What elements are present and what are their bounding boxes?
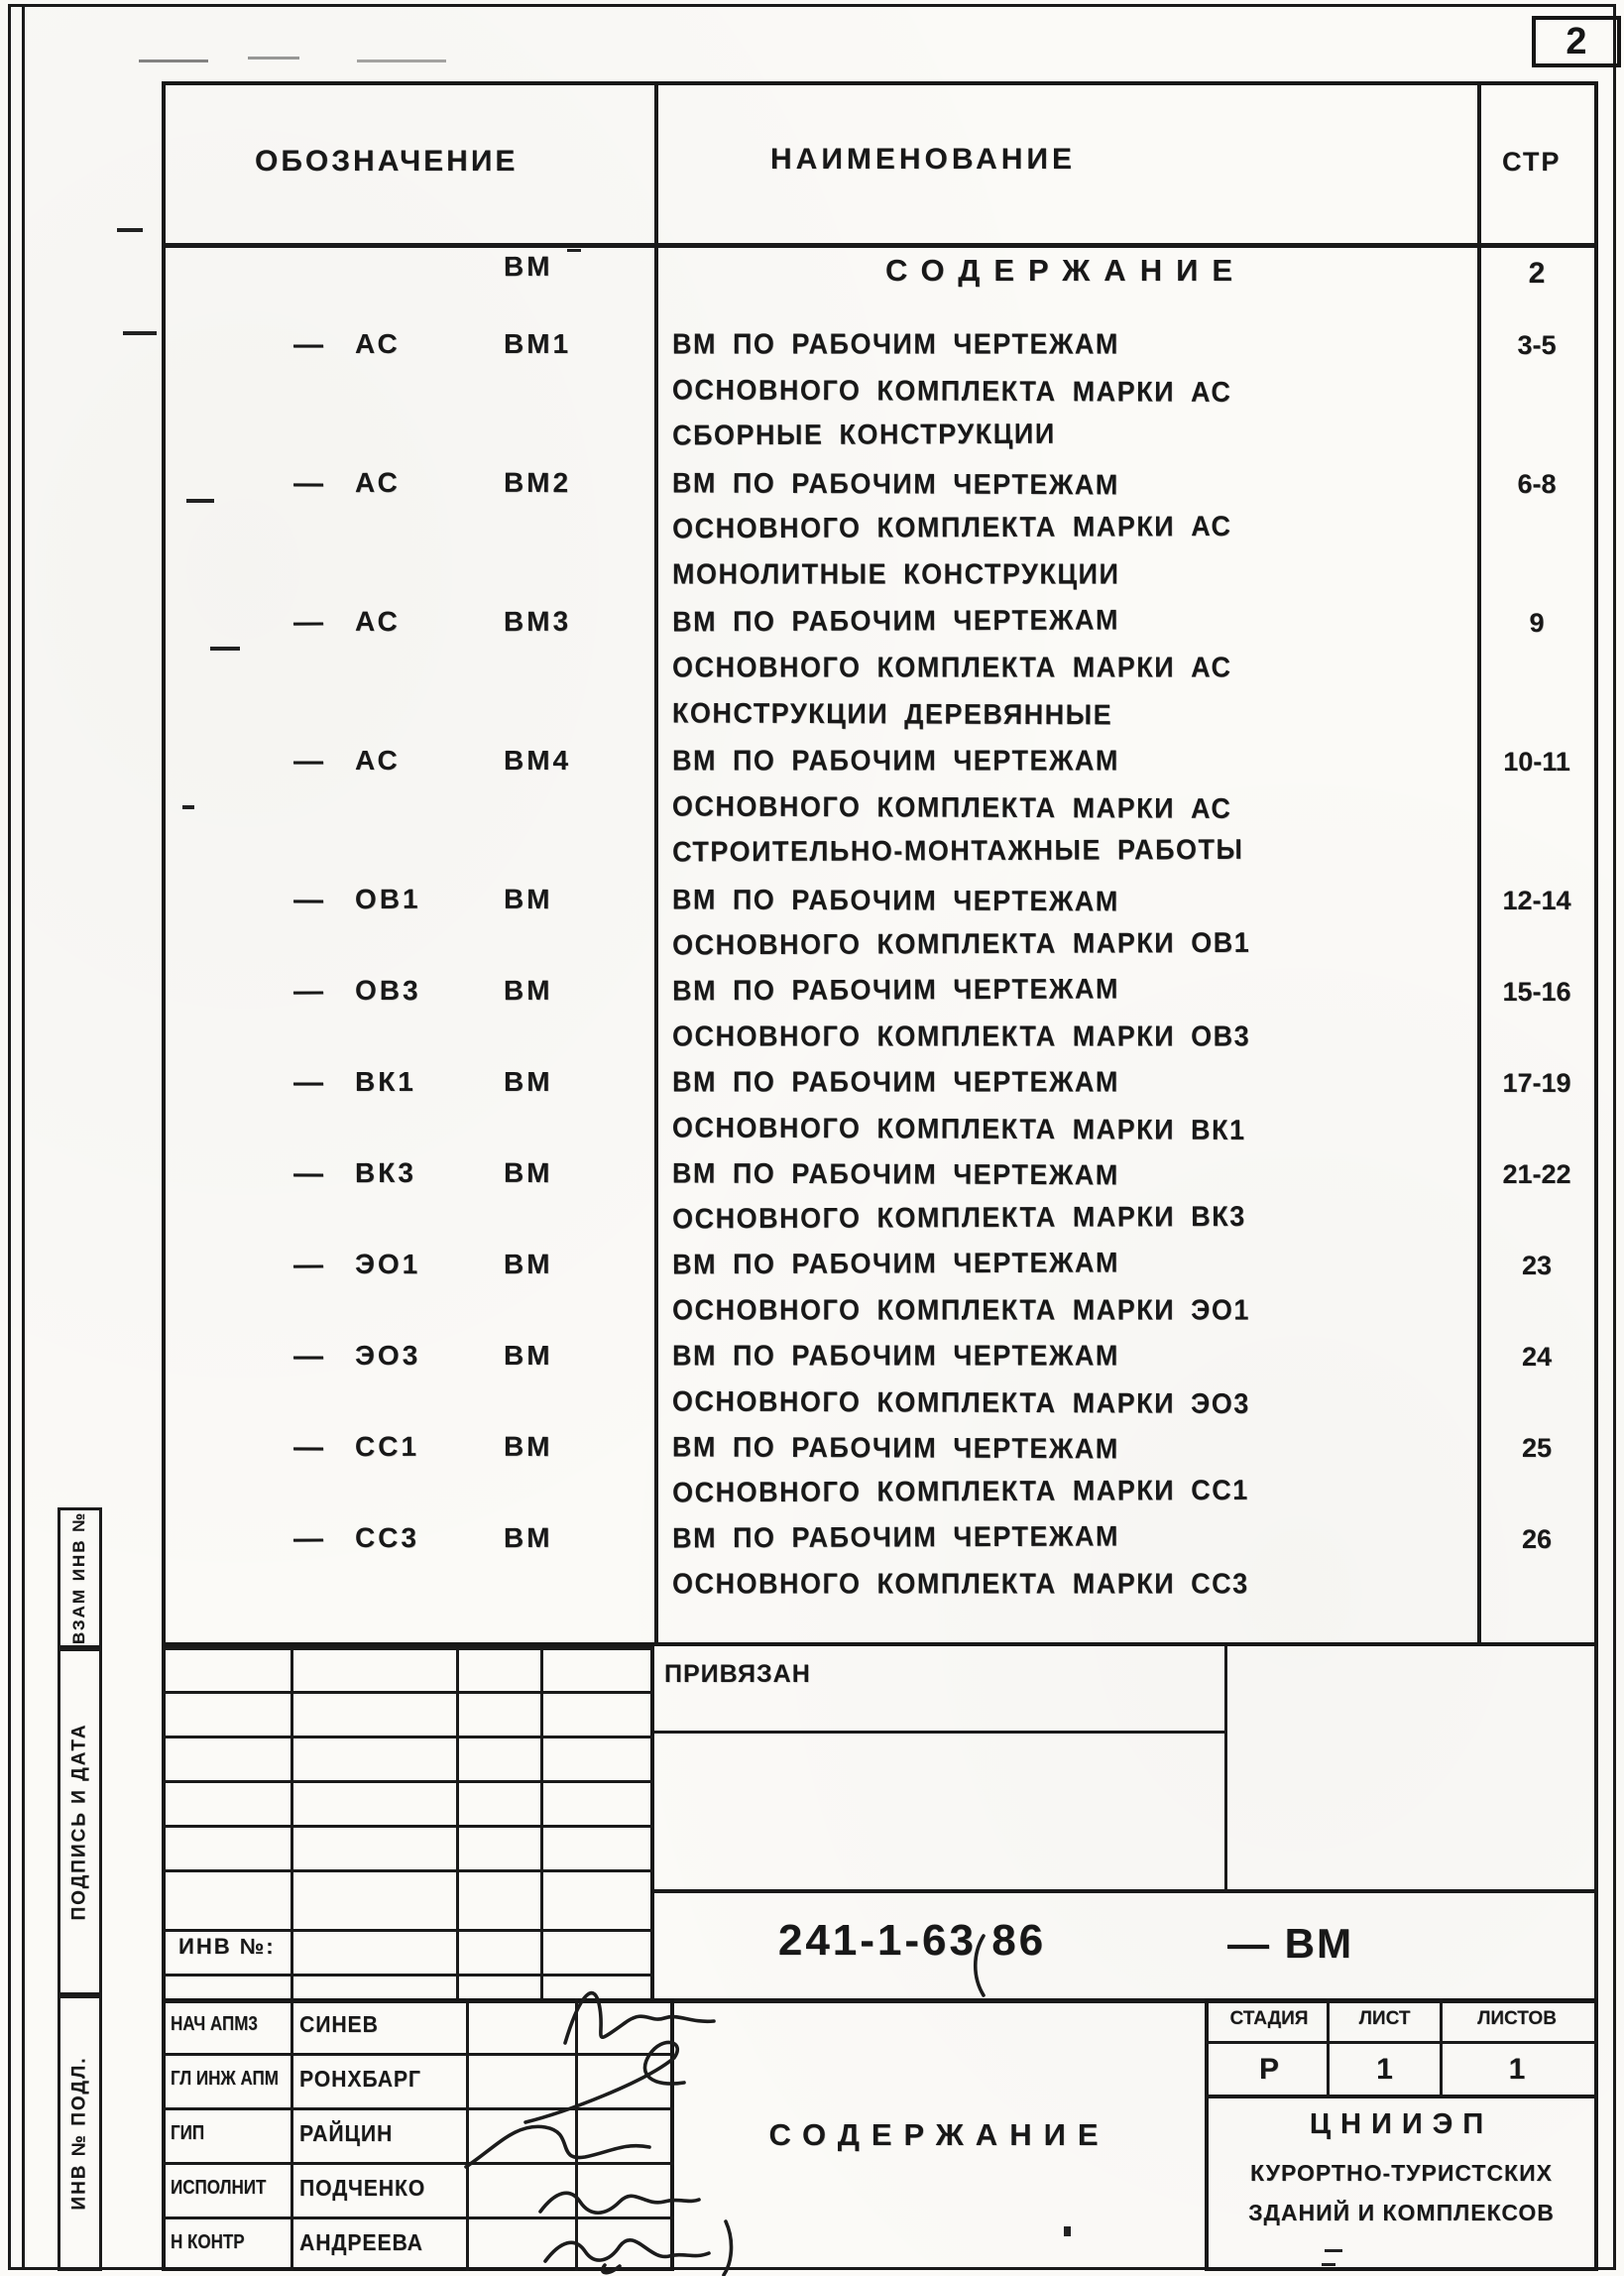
- page-number-box: [1532, 16, 1621, 67]
- row-page: 6-8: [1517, 469, 1557, 499]
- title-block-line: [654, 1731, 1224, 1734]
- row-designation-dash: —: [292, 1156, 324, 1191]
- row-page: 9: [1529, 608, 1545, 638]
- page-frame-inner-line: [22, 4, 25, 2270]
- row-designation-code: ВМ: [504, 1066, 553, 1097]
- row-name-line: ВМ ПО РАБОЧИМ ЧЕРТЕЖАМ: [672, 1247, 1119, 1280]
- title-block-line: [654, 1889, 1598, 1893]
- row-page: 15-16: [1502, 977, 1571, 1007]
- signature-table-line: [290, 1998, 293, 2271]
- row-name-line: ОСНОВНОГО КОМПЛЕКТА МАРКИ ЭО3: [671, 1385, 1250, 1420]
- row-page: 3-5: [1517, 330, 1557, 360]
- row-designation-mark: СС1: [354, 1430, 420, 1463]
- row-page: 25: [1521, 1433, 1553, 1463]
- row-designation-code: ВМ2: [503, 466, 572, 499]
- scan-artifact-line: [248, 57, 299, 60]
- row-designation-mark: СС3: [354, 1521, 420, 1554]
- signature-table-line: [466, 1998, 469, 2271]
- row-designation-mark: ВК3: [354, 1156, 416, 1189]
- org-name-line1: ЦНИИЭП: [1309, 2108, 1494, 2140]
- row-name-line: ОСНОВНОГО КОМПЛЕКТА МАРКИ СС1: [672, 1474, 1249, 1508]
- row-page: 17-19: [1502, 1068, 1571, 1098]
- stamp-sheet-value: 1: [1376, 2053, 1393, 2086]
- row-name-line: ВМ ПО РАБОЧИМ ЧЕРТЕЖАМ: [671, 1431, 1119, 1465]
- signature-name: РОНХБАРГ: [299, 2066, 421, 2092]
- row-name-line: ВМ ПО РАБОЧИМ ЧЕРТЕЖАМ: [672, 973, 1119, 1007]
- row-designation-code: ВМ: [503, 883, 553, 915]
- title-block-line: [1224, 1646, 1227, 1892]
- row-name-line: ОСНОВНОГО КОМПЛЕКТА МАРКИ ВК1: [671, 1112, 1246, 1146]
- inv-no-label: ИНВ №:: [178, 1934, 276, 1959]
- row-name-line: МОНОЛИТНЫЕ КОНСТРУКЦИИ: [672, 558, 1120, 590]
- row-designation-mark: АС: [355, 745, 401, 776]
- doc-title: СОДЕРЖАНИЕ: [768, 2116, 1110, 2152]
- header-designation: ОБОЗНАЧЕНИЕ: [255, 145, 519, 178]
- stamp-sheets-label: ЛИСТОВ: [1477, 2008, 1557, 2029]
- scan-artifact-dash: [117, 228, 143, 232]
- revision-grid-line: [162, 1646, 654, 1650]
- row-page: 21-22: [1502, 1159, 1571, 1189]
- row-name-line: ВМ ПО РАБОЧИМ ЧЕРТЕЖАМ: [672, 328, 1119, 360]
- row-designation-dash: —: [292, 466, 324, 501]
- row-name-line: ВМ ПО РАБОЧИМ ЧЕРТЕЖАМ: [672, 745, 1119, 777]
- margin-box-podpis-data: [58, 1648, 102, 1995]
- stamp-line: [1205, 2041, 1598, 2044]
- row-designation-mark: ВК1: [355, 1066, 416, 1097]
- row-designation-dash: —: [292, 605, 324, 640]
- revision-grid-line: [162, 1929, 654, 1932]
- row-designation-code: ВМ: [503, 1521, 553, 1554]
- column-line-name-page: [1477, 85, 1481, 1642]
- margin-label-inv-podl: ИНВ № ПОДЛ.: [68, 2056, 90, 2211]
- org-name-line3: ЗДАНИЙ И КОМПЛЕКСОВ: [1248, 2200, 1555, 2225]
- stamp-stage-label: СТАДИЯ: [1229, 2008, 1309, 2029]
- row-name-line: КОНСТРУКЦИИ ДЕРЕВЯННЫЕ: [671, 697, 1113, 731]
- signature-row-line: [162, 2162, 674, 2165]
- row-page: 2: [1528, 257, 1546, 290]
- row-name-title: СОДЕРЖАНИЕ: [884, 253, 1247, 288]
- row-name-line: ОСНОВНОГО КОМПЛЕКТА МАРКИ ЭО1: [672, 1294, 1250, 1326]
- scan-artifact-overline: [567, 249, 581, 252]
- margin-box-vzam-inv: [58, 1507, 102, 1648]
- doc-suffix: — ВМ: [1227, 1920, 1353, 1967]
- signature-name: ПОДЧЕНКО: [299, 2175, 426, 2201]
- doc-number: 241-1-63 86: [777, 1916, 1047, 1965]
- revision-grid-line: [162, 1691, 654, 1694]
- header-name: НАИМЕНОВАНИЕ: [770, 143, 1076, 176]
- row-name-line: ОСНОВНОГО КОМПЛЕКТА МАРКИ ОВ1: [672, 926, 1251, 961]
- revision-grid-line: [162, 1869, 654, 1872]
- row-designation-mark: ОВ1: [354, 883, 421, 915]
- row-designation-dash: —: [293, 1066, 323, 1099]
- row-name-line: СБОРНЫЕ КОНСТРУКЦИИ: [672, 418, 1056, 451]
- revision-grid-line: [290, 1646, 293, 1998]
- row-designation-dash: —: [292, 883, 324, 917]
- row-designation-mark: АС: [355, 328, 401, 359]
- row-designation-dash: —: [293, 328, 323, 361]
- scan-artifact-dash: [210, 647, 240, 651]
- row-designation-code: ВМ: [503, 1248, 553, 1280]
- signature-role: ГЛ ИНЖ АПМ: [171, 2068, 279, 2090]
- stamp-sheets-value: 1: [1508, 2053, 1526, 2086]
- header-page: СТР: [1502, 147, 1562, 177]
- row-designation-code: ВМ3: [503, 605, 572, 638]
- row-name-line: ОСНОВНОГО КОМПЛЕКТА МАРКИ АС: [672, 510, 1232, 544]
- revision-grid-line: [162, 1736, 654, 1738]
- signature-table-line: [575, 1998, 578, 2271]
- row-name-line: ВМ ПО РАБОЧИМ ЧЕРТЕЖАМ: [672, 1066, 1119, 1098]
- row-name-line: ВМ ПО РАБОЧИМ ЧЕРТЕЖАМ: [671, 467, 1119, 501]
- row-name-line: ВМ ПО РАБОЧИМ ЧЕРТЕЖАМ: [671, 884, 1119, 917]
- page-number: 2: [1566, 20, 1587, 62]
- signature-role: Н КОНТР: [171, 2231, 245, 2253]
- revision-grid-line: [456, 1646, 459, 1998]
- row-designation-dash: —: [293, 745, 323, 778]
- row-page: 10-11: [1503, 747, 1570, 777]
- signature-role: ГИП: [171, 2122, 205, 2144]
- row-name-line: ОСНОВНОГО КОМПЛЕКТА МАРКИ АС: [671, 790, 1232, 825]
- row-designation-mark: АС: [354, 466, 401, 499]
- row-designation-code: ВМ4: [504, 745, 572, 776]
- row-name-line: ВМ ПО РАБОЧИМ ЧЕРТЕЖАМ: [672, 1340, 1119, 1372]
- margin-box-inv-podl: [58, 1995, 102, 2271]
- row-designation-dash: —: [293, 1340, 323, 1373]
- row-designation-code: ВМ1: [504, 328, 572, 359]
- doc-title-cell: [674, 1998, 1205, 2271]
- row-designation-dash: —: [292, 1248, 324, 1282]
- row-designation-dash: —: [292, 974, 324, 1009]
- scan-artifact-dash: [186, 499, 214, 503]
- scan-artifact-line: [357, 60, 446, 62]
- row-name-line: ОСНОВНОГО КОМПЛЕКТА МАРКИ ВК3: [672, 1200, 1246, 1235]
- row-designation-mark: ЭО1: [354, 1248, 421, 1280]
- signature-role: НАЧ АПМ3: [171, 2013, 258, 2035]
- revision-grid-line: [162, 1780, 654, 1783]
- signature-row-line: [162, 2107, 674, 2110]
- row-name-line: ВМ ПО РАБОЧИМ ЧЕРТЕЖАМ: [672, 604, 1119, 638]
- row-designation-code: ВМ: [503, 250, 553, 283]
- margin-label-vzam-inv: ВЗАМ ИНВ №: [69, 1510, 89, 1645]
- revision-grid-line: [162, 1825, 654, 1828]
- row-page: 23: [1521, 1251, 1553, 1280]
- row-designation-code: ВМ: [503, 1156, 553, 1189]
- row-designation-code: ВМ: [504, 1340, 553, 1371]
- row-page: 26: [1521, 1524, 1553, 1554]
- row-page: 24: [1521, 1342, 1553, 1372]
- stamp-line: [1205, 2095, 1598, 2098]
- signature-row-line: [162, 2216, 674, 2219]
- row-designation-code: ВМ: [503, 1430, 553, 1463]
- header-separator-line: [166, 243, 1594, 248]
- stamp-sheet-label: ЛИСТ: [1358, 2008, 1411, 2029]
- revision-grid-line: [162, 1974, 654, 1977]
- org-name-line2: КУРОРТНО-ТУРИСТСКИХ: [1250, 2160, 1553, 2186]
- row-name-line: ОСНОВНОГО КОМПЛЕКТА МАРКИ ОВ3: [672, 1020, 1251, 1052]
- scan-artifact-dash: [123, 331, 157, 335]
- row-name-line: ВМ ПО РАБОЧИМ ЧЕРТЕЖАМ: [672, 1520, 1119, 1554]
- row-name-line: ОСНОВНОГО КОМПЛЕКТА МАРКИ СС3: [672, 1568, 1249, 1600]
- revision-grid-line: [540, 1646, 543, 1998]
- row-name-line: ОСНОВНОГО КОМПЛЕКТА МАРКИ АС: [671, 374, 1232, 409]
- signature-name: СИНЕВ: [299, 2011, 379, 2037]
- row-designation-mark: ЭО3: [355, 1340, 421, 1371]
- scan-artifact-dash: [182, 805, 194, 809]
- row-name-line: ОСНОВНОГО КОМПЛЕКТА МАРКИ АС: [672, 652, 1232, 683]
- signature-name: АНДРЕЕВА: [299, 2229, 423, 2255]
- stamp-stage-value: Р: [1258, 2053, 1279, 2086]
- signature-row-line: [162, 2053, 674, 2056]
- margin-label-podpis-data: ПОДПИСЬ И ДАТА: [68, 1723, 90, 1921]
- scan-artifact-line: [139, 60, 208, 62]
- row-designation-mark: ОВ3: [354, 974, 421, 1007]
- row-name-line: СТРОИТЕЛЬНО-МОНТАЖНЫЕ РАБОТЫ: [672, 833, 1244, 868]
- signature-role: ИСПОЛНИТ: [171, 2177, 267, 2199]
- row-designation-dash: —: [292, 1521, 324, 1556]
- row-name-line: ВМ ПО РАБОЧИМ ЧЕРТЕЖАМ: [671, 1157, 1119, 1191]
- row-page: 12-14: [1502, 886, 1571, 915]
- row-designation-dash: —: [292, 1430, 324, 1465]
- row-designation-mark: АС: [354, 605, 401, 638]
- signature-name: РАЙЦИН: [299, 2120, 394, 2146]
- privyazan-label: ПРИВЯЗАН: [664, 1660, 811, 1688]
- row-designation-code: ВМ: [503, 974, 553, 1007]
- column-line-designation-name: [654, 85, 658, 1642]
